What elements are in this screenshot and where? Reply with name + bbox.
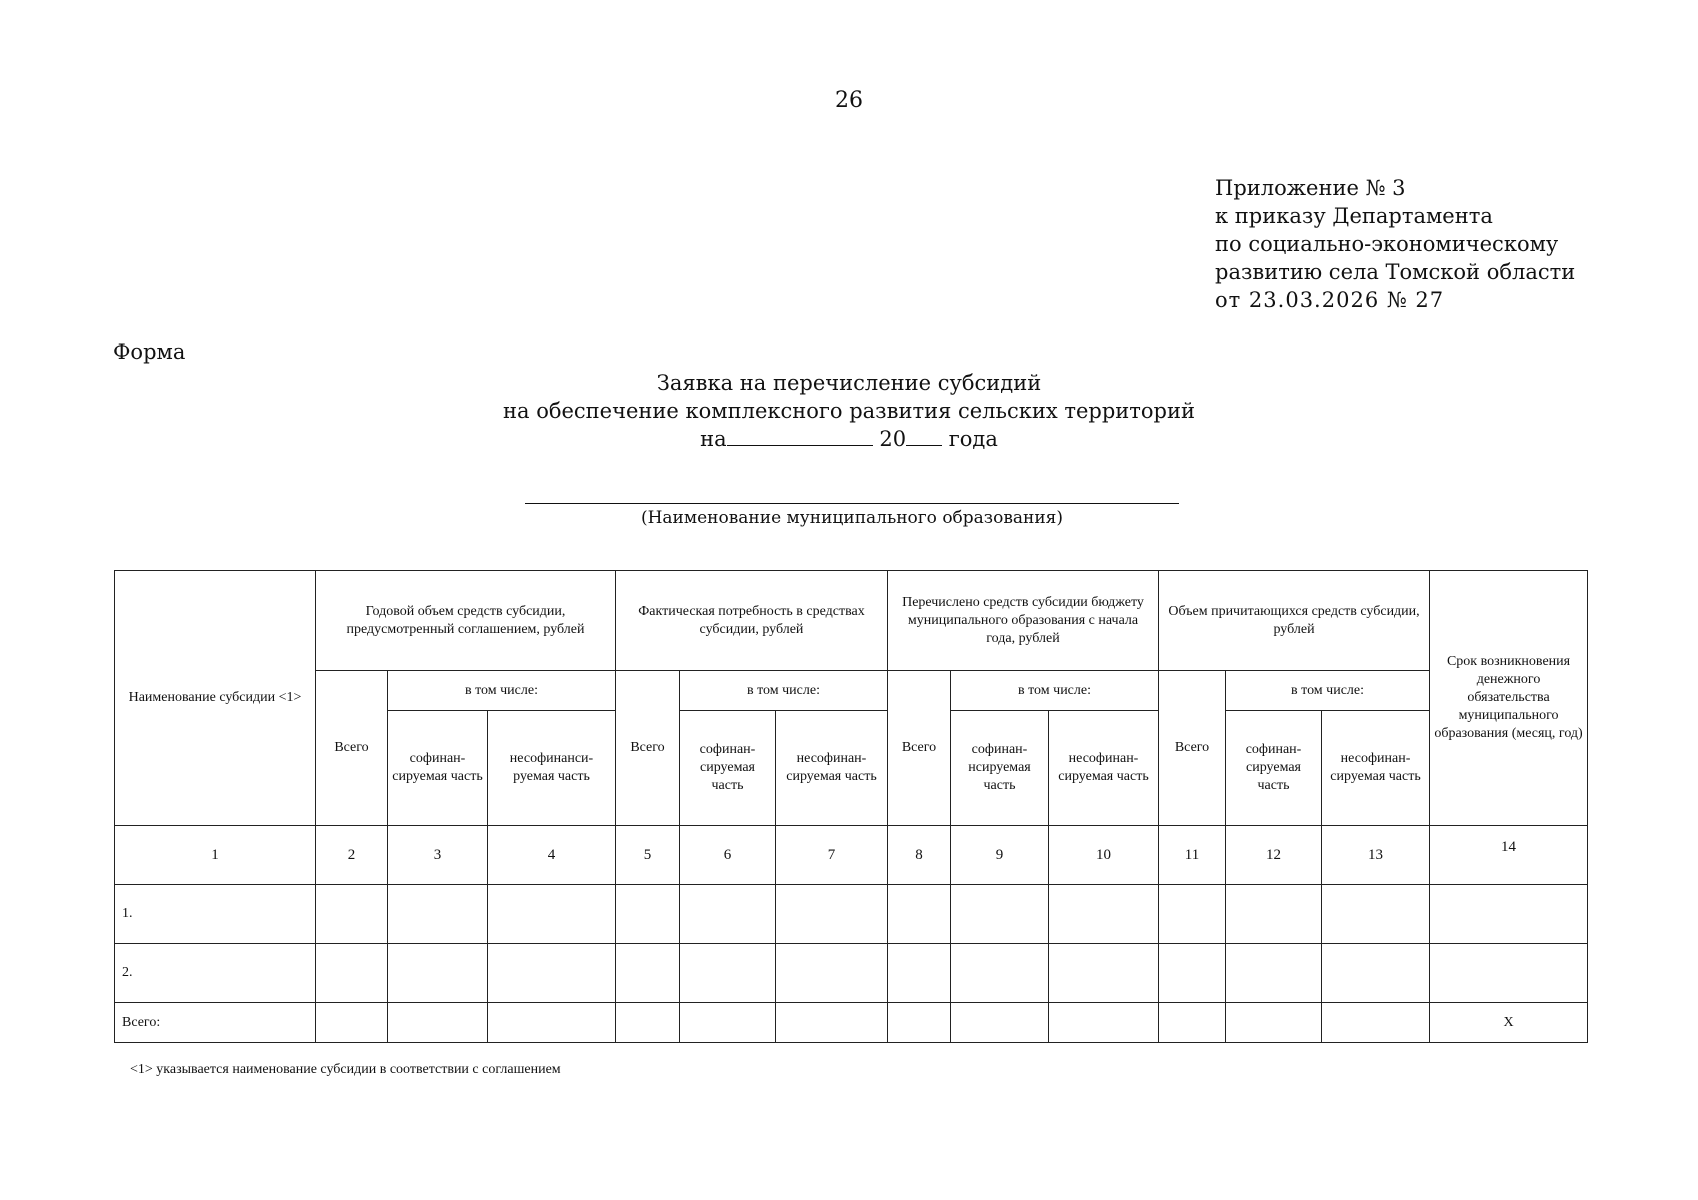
data-cell[interactable] <box>888 885 951 944</box>
data-cell[interactable] <box>888 944 951 1003</box>
cofinanced-header: софинан-нсируемая часть <box>951 711 1049 826</box>
data-cell[interactable] <box>616 1003 680 1043</box>
data-cell[interactable] <box>680 1003 776 1043</box>
data-cell[interactable] <box>951 944 1049 1003</box>
appendix-line: Приложение № 3 <box>1215 176 1406 200</box>
data-cell[interactable] <box>1049 1003 1159 1043</box>
row-label: 1. <box>115 885 316 944</box>
total-header: Всего <box>616 671 680 826</box>
row-label: 2. <box>115 944 316 1003</box>
including-header: в том числе: <box>388 671 616 711</box>
column-number: 4 <box>488 826 616 885</box>
non-cofinanced-header: несофинан-сируемая часть <box>776 711 888 826</box>
column-number: 3 <box>388 826 488 885</box>
data-cell[interactable] <box>1049 885 1159 944</box>
group-header-due: Объем причитающихся средств субсидии, рублей <box>1159 571 1430 671</box>
data-cell[interactable] <box>951 885 1049 944</box>
footnote: <1> указывается наименование субсидии в соответствии с соглашением <box>130 1062 561 1077</box>
data-cell[interactable] <box>488 1003 616 1043</box>
data-cell[interactable] <box>1226 885 1322 944</box>
column-number: 1 <box>115 826 316 885</box>
appendix-line: к приказу Департамента <box>1215 204 1493 228</box>
document-title <box>0 369 1698 453</box>
municipality-caption: (Наименование муниципального образования) <box>640 508 1064 528</box>
total-header: Всего <box>316 671 388 826</box>
data-cell[interactable] <box>316 944 388 1003</box>
group-header-annual: Годовой объем средств субсидии, предусмотренный соглашением, рублей <box>316 571 616 671</box>
group-header-actual-need: Фактическая потребность в средствах субсидии, рублей <box>616 571 888 671</box>
column-number: 12 <box>1226 826 1322 885</box>
data-cell[interactable] <box>1430 944 1588 1003</box>
data-cell[interactable] <box>951 1003 1049 1043</box>
data-cell[interactable] <box>1322 1003 1430 1043</box>
data-cell[interactable] <box>1322 885 1430 944</box>
group-header-transferred: Перечислено средств субсидии бюджету муниципального образования с начала года, рублей <box>888 571 1159 671</box>
column-number: 9 <box>951 826 1049 885</box>
column-number: 14 <box>1430 826 1588 885</box>
column-number: 7 <box>776 826 888 885</box>
data-cell[interactable] <box>680 885 776 944</box>
cofinanced-header: софинан-сируемая часть <box>680 711 776 826</box>
appendix-block <box>1215 174 1575 314</box>
data-cell[interactable] <box>488 944 616 1003</box>
data-cell[interactable] <box>1322 944 1430 1003</box>
including-header: в том числе: <box>1226 671 1430 711</box>
data-cell[interactable] <box>888 1003 951 1043</box>
title-year-prefix: 20 <box>879 427 907 451</box>
table-row <box>115 944 1588 1003</box>
deadline-header: Срок возникновения денежного обязательства муниципального образования (месяц, год) <box>1430 571 1588 826</box>
including-header: в том числе: <box>680 671 888 711</box>
cofinanced-header: софинан-сируемая часть <box>1226 711 1322 826</box>
total-row <box>115 1003 1588 1043</box>
cofinanced-header: софинан-сируемая часть <box>388 711 488 826</box>
data-cell[interactable] <box>616 885 680 944</box>
column-number: 8 <box>888 826 951 885</box>
title-line-2: на обеспечение комплексного развития сельских территорий <box>503 399 1195 423</box>
column-number: 13 <box>1322 826 1430 885</box>
data-cell[interactable] <box>616 944 680 1003</box>
data-cell[interactable] <box>1226 1003 1322 1043</box>
column-number: 11 <box>1159 826 1226 885</box>
data-cell[interactable] <box>1159 944 1226 1003</box>
period-blank-field[interactable] <box>727 425 873 446</box>
data-cell[interactable] <box>388 944 488 1003</box>
title-line-3 <box>0 425 1698 453</box>
title-prefix: на <box>700 427 727 451</box>
page-number: 26 <box>835 88 863 113</box>
non-cofinanced-header: несофинан-сируемая часть <box>1049 711 1159 826</box>
non-cofinanced-header: несофинан-сируемая часть <box>1322 711 1430 826</box>
appendix-line: по социально-экономическому <box>1215 232 1559 256</box>
data-cell[interactable] <box>1159 1003 1226 1043</box>
municipality-blank-field[interactable] <box>525 503 1179 504</box>
column-number: 10 <box>1049 826 1159 885</box>
column-number: 6 <box>680 826 776 885</box>
column-number: 5 <box>616 826 680 885</box>
data-cell[interactable] <box>488 885 616 944</box>
title-line-1: Заявка на перечисление субсидий <box>656 371 1042 395</box>
deadline-not-applicable-mark: Х <box>1430 1003 1588 1043</box>
header-row-groups <box>115 571 1588 671</box>
year-blank-field[interactable] <box>906 425 942 446</box>
header-row-including <box>115 671 1588 711</box>
total-header: Всего <box>1159 671 1226 826</box>
subsidy-request-table <box>114 570 1588 1043</box>
column-numbers-row <box>115 826 1588 885</box>
title-suffix: года <box>948 427 998 451</box>
data-cell[interactable] <box>316 885 388 944</box>
total-header: Всего <box>888 671 951 826</box>
data-cell[interactable] <box>1159 885 1226 944</box>
data-cell[interactable] <box>776 1003 888 1043</box>
data-cell[interactable] <box>1430 885 1588 944</box>
data-cell[interactable] <box>776 944 888 1003</box>
table-row <box>115 885 1588 944</box>
total-row-label: Всего: <box>115 1003 316 1043</box>
data-cell[interactable] <box>388 885 488 944</box>
subsidy-name-header: Наименование субсидии <1> <box>115 571 316 826</box>
data-cell[interactable] <box>680 944 776 1003</box>
data-cell[interactable] <box>388 1003 488 1043</box>
column-number: 2 <box>316 826 388 885</box>
data-cell[interactable] <box>1226 944 1322 1003</box>
including-header: в том числе: <box>951 671 1159 711</box>
form-label: Форма <box>113 340 186 364</box>
data-cell[interactable] <box>316 1003 388 1043</box>
data-cell[interactable] <box>776 885 888 944</box>
non-cofinanced-header: несофинанси-руемая часть <box>488 711 616 826</box>
appendix-line: развитию села Томской области <box>1215 260 1576 284</box>
data-cell[interactable] <box>1049 944 1159 1003</box>
order-date-number: от 23.03.2026 № 27 <box>1215 288 1445 312</box>
